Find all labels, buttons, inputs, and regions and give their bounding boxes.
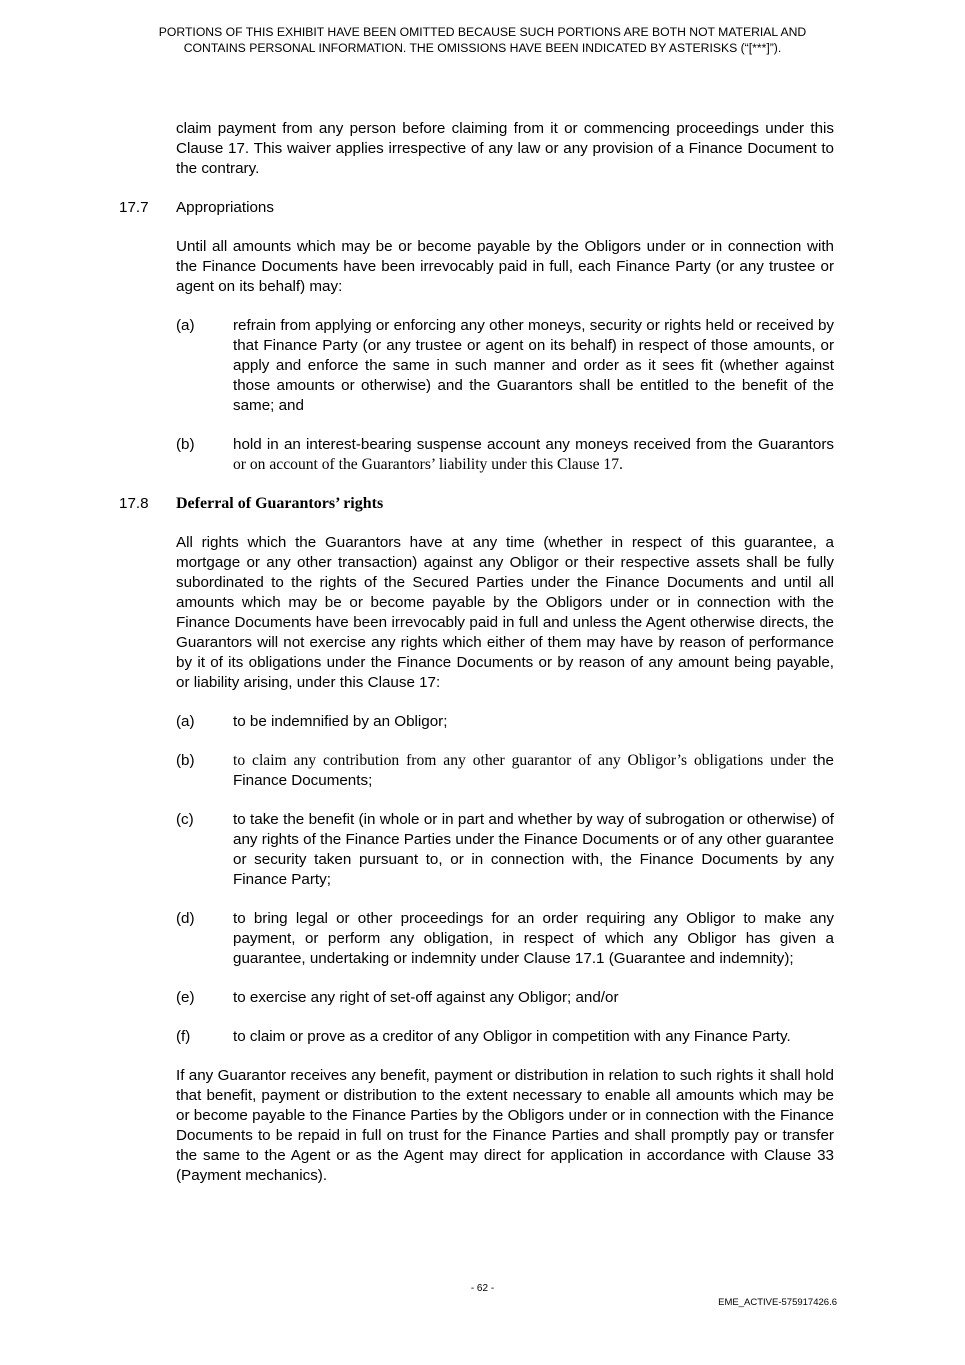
list-item (176, 712, 834, 732)
list-item-text: to claim or prove as a creditor of any Obligor in competition with any Finance Party. (233, 1028, 791, 1045)
clause-17-7-heading (0, 198, 965, 218)
list-item-text: the Finance Documents; (233, 752, 834, 789)
list-item-text: to exercise any right of set-off against any Obligor; and/or (233, 989, 619, 1006)
notice-line-2: CONTAINS PERSONAL INFORMATION. THE OMISSIONS HAVE BEEN INDICATED BY ASTERISKS (“[***]”). (183, 41, 782, 55)
continuation-paragraph: claim payment from any person before claiming from it or commencing proceedings under this Clause 17. This waiver applies irrespective of any law or any provision of a Finance Document to the contrary. (176, 120, 834, 177)
list-item-label: (c) (176, 811, 194, 828)
list-item-label: (f) (176, 1028, 191, 1045)
list-item (176, 909, 834, 969)
list-item-label: (a) (176, 317, 195, 334)
document-body (0, 119, 965, 1186)
list-item (176, 988, 834, 1008)
clause-17-7-intro: Until all amounts which may be or become payable by the Obligors under or in connection with the Finance Documents have been irrevocably paid in full, each Finance Party (or any trustee or agent on its behalf) may: (176, 238, 834, 295)
list-item-text: hold in an interest-bearing suspense account any moneys received from the Guarantors (233, 436, 834, 453)
list-item-text: to take the benefit (in whole or in part and whether by way of subrogation or otherwise) of any rights of the Finance Parties under the Finance Documents or of any other guarantee or security taken pursuant to, or in connection with, the Finance Documents by any Finance Party; (233, 811, 834, 888)
list-item-text: to bring legal or other proceedings for an order requiring any Obligor to make any payment, or perform any obligation, in respect of which any Obligor has given a guarantee, undertaking or indemnity under Clause 17.1 (Guarantee and indemnity); (233, 910, 834, 967)
list-item (176, 1027, 834, 1047)
list-item-label: (b) (176, 752, 195, 769)
clause-17-8-closing: If any Guarantor receives any benefit, payment or distribution in relation to such rights it shall hold that benefit, payment or distribution to the extent necessary to enable all amounts which may be or become payable to the Finance Parties by the Obligors under or in connection with the Finance Documents to be repaid in full on trust for the Finance Parties and shall promptly pay or transfer the same to the Agent or as the Agent may direct for application in accordance with Clause 33 (Payment mechanics). (176, 1067, 834, 1184)
list-item-label: (b) (176, 436, 195, 453)
list-item-label: (a) (176, 713, 195, 730)
exhibit-omission-notice (110, 24, 855, 56)
clause-title: Appropriations (176, 199, 274, 216)
list-item-text: to be indemnified by an Obligor; (233, 713, 448, 730)
notice-line-1: PORTIONS OF THIS EXHIBIT HAVE BEEN OMITTED BECAUSE SUCH PORTIONS ARE BOTH NOT MATERIAL AND (158, 25, 807, 39)
list-item-label: (d) (176, 910, 195, 927)
list-item-text: refrain from applying or enforcing any other moneys, security or rights held or received by that Finance Party (or any trustee or agent on its behalf) in respect of those amounts, or apply and enforce the same in such manner and order as it sees fit (whether against those amounts or otherwise) and the Guarantors shall be entitled to the benefit of the same; and (233, 317, 834, 414)
clause-title: Deferral of Guarantors’ rights (176, 495, 384, 512)
document-reference: EME_ACTIVE-575917426.6 (718, 1297, 837, 1308)
list-item (176, 810, 834, 890)
list-item (176, 316, 834, 416)
list-item-label: (e) (176, 989, 195, 1006)
list-item-text-serif: or on account of the Guarantors’ liability under this Clause 17. (233, 456, 623, 473)
clause-number: 17.8 (119, 495, 149, 512)
list-item (176, 435, 834, 475)
list-item (176, 751, 834, 791)
clause-17-8-heading (0, 494, 965, 514)
clause-number: 17.7 (119, 199, 149, 216)
page-number: - 62 - (470, 1283, 495, 1294)
list-item-text-serif: to claim any contribution from any other guarantor of any Obligor’s obligations under (233, 752, 806, 769)
clause-17-8-intro: All rights which the Guarantors have at any time (whether in respect of this guarantee, a mortgage or any other transaction) against any Obligor or their respective assets shall be fully subordinated to the rights of the Secured Parties under the Finance Documents and until all amounts which may be or become payable by the Obligors under or in connection with the Finance Documents have been irrevocably paid in full and unless the Agent otherwise directs, the Guarantors will not exercise any rights which either of them may have by reason of performance by it of its obligations under the Finance Documents or by reason of any amount being payable, or liability arising, under this Clause 17: (176, 534, 834, 691)
